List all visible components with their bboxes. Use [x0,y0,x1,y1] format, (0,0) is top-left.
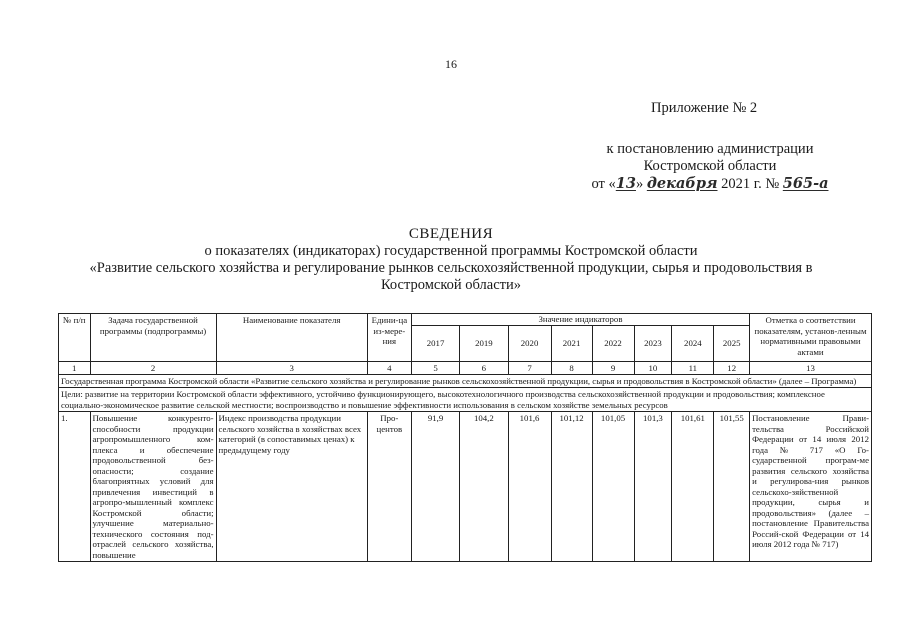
date-day-handwritten: 13 [615,175,636,192]
row-indicator-name: Индекс производства продукции сельского хозяйства в хозяйствах всех категорий (в сопоставимых ценах) к предыдущему году [216,412,367,562]
row-mark: Постановление Прави-тельства Российской Федерации от 14 июля 2012 года № 717 «О Го-сударственной програм-ме развития сельского хозяйства и регулирова-ния рынков сельскохо-зяйственной продукции, сырья и продовольствия» (далее – постановление Правительства Россий-ской Федерации от 14 июля 2012 года № 717) [750,412,872,562]
heading-line-3: «Развитие сельского хозяйства и регулирование рынков сельскохозяйственной продукции, сырья и продовольствия в [89,260,813,276]
row-value: 101,3 [634,412,672,562]
page-number: 16 [445,57,457,71]
header-year: 2020 [508,325,551,361]
column-number: 7 [508,361,551,374]
heading-line-4: Костромской области» [380,277,521,293]
row-num: 1. [59,412,91,562]
row-value: 101,05 [592,412,634,562]
row-value: 101,61 [672,412,714,562]
date-prefix: от « [591,176,616,192]
column-number: 10 [634,361,672,374]
table-row [59,412,872,562]
column-numbers-row [59,361,872,374]
row-value: 104,2 [460,412,508,562]
row-unit: Про-центов [367,412,411,562]
header-name: Наименование показателя [216,314,367,362]
header-year: 2024 [672,325,714,361]
column-number: 1 [59,361,91,374]
doc-number-handwritten: 565-а [782,175,829,192]
column-number: 13 [750,361,872,374]
column-number: 12 [714,361,750,374]
document-heading [0,226,902,294]
header-values-group: Значение индикаторов [411,314,749,326]
heading-line-2: о показателях (индикаторах) государственной программы Костромской области [204,243,698,259]
appendix-date-line [560,175,860,193]
column-number: 6 [460,361,508,374]
program-row [59,374,872,388]
row-value: 101,55 [714,412,750,562]
indicators-table [58,313,872,562]
date-mid: » [635,176,647,192]
column-number: 2 [90,361,216,374]
row-value: 101,6 [508,412,551,562]
header-year: 2022 [592,325,634,361]
header-year: 2023 [634,325,672,361]
heading-title: СВЕДЕНИЯ [408,226,494,242]
appendix-line-1: к постановлению администрации [606,141,814,157]
header-year: 2017 [411,325,459,361]
row-value: 91,9 [411,412,459,562]
row-value: 101,12 [551,412,592,562]
header-num: № п/п [59,314,91,362]
appendix-line-2: Костромской области [643,158,777,174]
goals-cell: Цели: развитие на территории Костромской области эффективного, устойчиво функционирующего, высокотехнологичного производства сельскохозяйственной продукции и продовольствия; комплексное социально-экономическое развитие сельской местности; воспроизводство и повышение эффективности использования в сельском хозяйстве земельных ресурсов [59,388,872,412]
row-task: Повышение конкуренто-способности продукции агропромышленного ком-плекса и обеспечение продовольственной без-опасности; создание благоприятных условий для привлечения инвестиций в агропро-мышленный комплекс Костромской области; улучшение материально-технического состояния под-отраслей сельского хозяйства, повышение [90,412,216,562]
header-task: Задача государственной программы (подпрограммы) [90,314,216,362]
header-year: 2021 [551,325,592,361]
column-number: 5 [411,361,459,374]
goals-row [59,388,872,412]
column-number: 4 [367,361,411,374]
date-year: 2021 г. № [717,176,783,192]
date-month-handwritten: декабря [646,175,718,192]
appendix-title: Приложение № 2 [651,100,758,116]
header-row-1 [59,314,872,326]
header-unit: Едини-ца из-мере-ния [367,314,411,362]
column-number: 8 [551,361,592,374]
column-number: 11 [672,361,714,374]
program-name-cell: Государственная программа Костромской области «Развитие сельского хозяйства и регулирование рынков сельскохозяйственной продукции, сырья и продовольствия в Костромской области» (далее – Программа) [59,374,872,388]
header-year: 2019 [460,325,508,361]
header-year: 2025 [714,325,750,361]
column-number: 3 [216,361,367,374]
appendix-reference [560,141,860,193]
column-number: 9 [592,361,634,374]
header-mark: Отметка о соответствии показателям, установ-ленным нормативными правовыми актами [750,314,872,362]
